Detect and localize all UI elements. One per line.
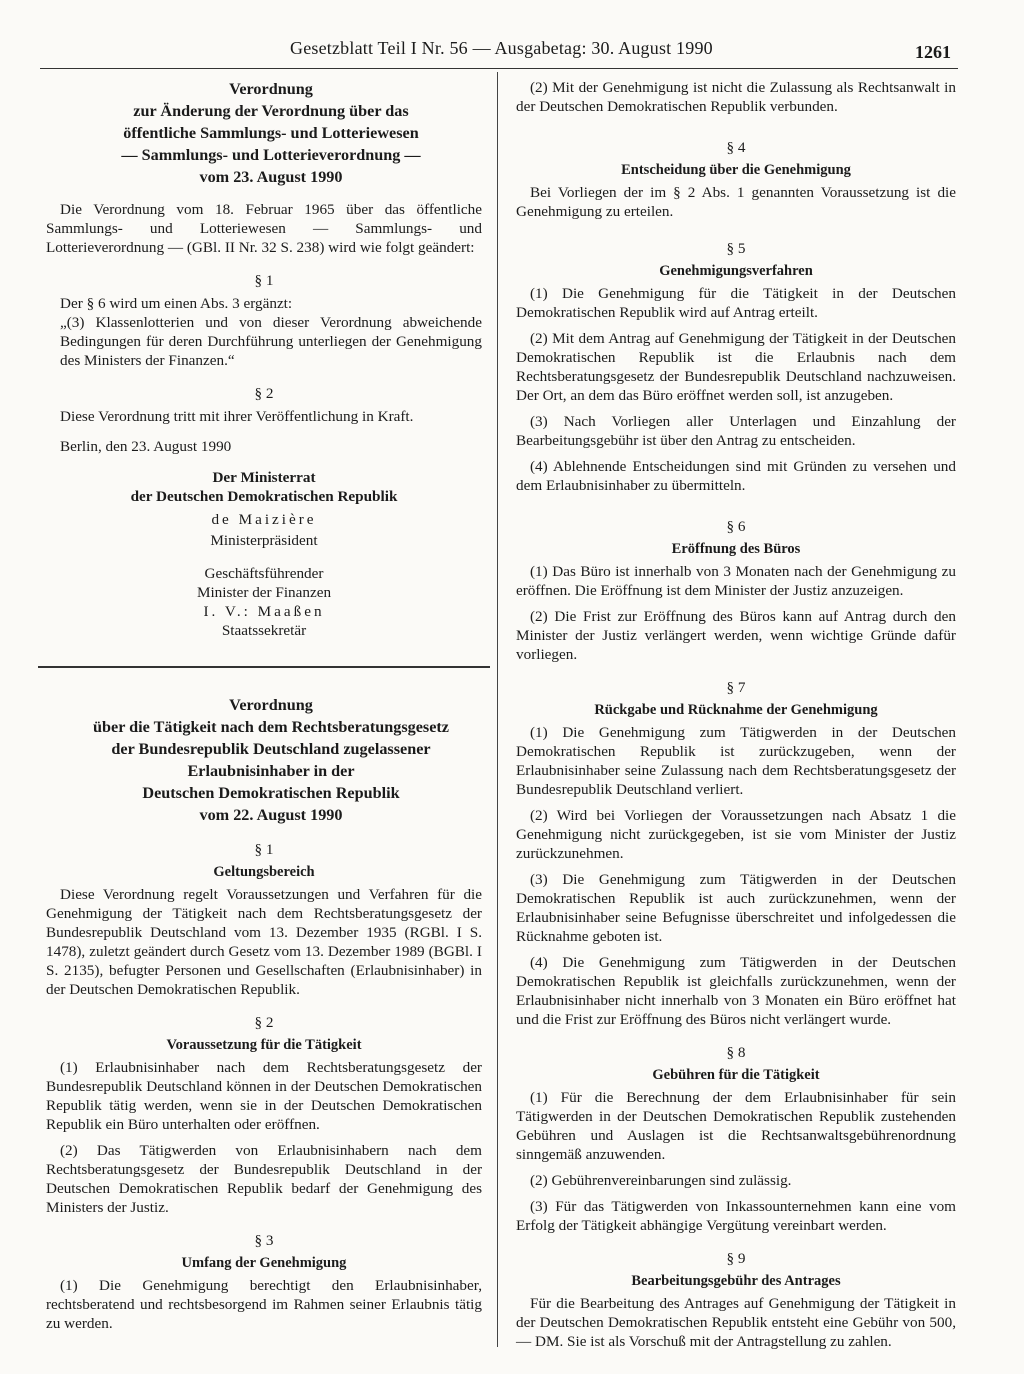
decree2-section-heading: Rückgabe und Rücknahme der Genehmigung (594, 702, 878, 718)
decree2-paragraph: Bei Vorliegen der im § 2 Abs. 1 genannten Voraussetzung ist die Genehmigung zu erteilen. (516, 184, 956, 220)
decree2-paragraph: (4) Ablehnende Entscheidungen sind mit Gründen zu versehen und dem Erlaubnisinhaber zu übermitteln. (516, 458, 956, 494)
decree2-paragraph: (1) Die Genehmigung zum Tätigwerden in der Deutschen Demokratischen Republik ist zurückzugeben, wenn der Erlaubnisinhaber seine Zulassung nach dem Rechtsberatungsgesetz der Bundesrepublik Deutschland verliert. (516, 724, 956, 798)
decree2-section-heading: Gebühren für die Tätigkeit (652, 1067, 820, 1083)
decree1-title-line: öffentliche Sammlungs- und Lotteriewesen (123, 124, 419, 142)
decree1-title (46, 78, 482, 188)
decree1-s1-text: Der § 6 wird um einen Abs. 3 ergänzt: (60, 295, 293, 312)
decree1-title-line: zur Änderung der Verordnung über das (133, 102, 409, 120)
decree2-title-date: vom 22. August 1990 (199, 806, 343, 824)
decree2-section-heading: Bearbeitungsgebühr des Antrages (631, 1273, 841, 1289)
org-line: der Deutschen Demokratischen Republik (130, 488, 398, 505)
decree-separator-rule (38, 666, 490, 668)
decree2-title-line: der Bundesrepublik Deutschland zugelassener (111, 740, 431, 758)
signer-role: Minister der Finanzen (196, 584, 332, 601)
signer-role: Geschäftsführender (204, 565, 324, 582)
decree2-paragraph: Für die Bearbeitung des Antrages auf Genehmigung der Tätigkeit in der Deutschen Demokratischen Republik entsteht eine Gebühr von 500,— DM. Sie ist als Vorschuß mit der Antragstellung zu zahlen. (516, 1295, 956, 1350)
decree2-s1-text: Diese Verordnung regelt Voraussetzungen und Verfahren für die Genehmigung der Tätigkeit nach dem Rechtsberatungsgesetz der Bundesrepublik Deutschland vom 13. Dezember 1935 (RGBl. I S. 1478), zuletzt geändert durch Gesetz vom 13. Dezember 1989 (BGBl. I S. 2135), befugter Personen und Gesellschaften (Erlaubnisinhaber) in der Deutschen Demokratischen Republik. (46, 886, 482, 998)
decree2-section-number: § 4 (726, 139, 746, 156)
decree2-title-line: Erlaubnisinhaber in der (187, 762, 355, 780)
decree2-paragraph: (2) Mit dem Antrag auf Genehmigung der Tätigkeit in der Deutschen Demokratischen Republik ist die Erlaubnis nach dem Rechtsberatungsgesetz der Bundesrepublik Deutschland nachzuweisen. Der Ort, an dem das Büro eröffnet werden soll, ist anzugeben. (516, 330, 956, 404)
decree1-section-number: § 1 (254, 272, 274, 289)
decree2-section-number: § 9 (726, 1250, 746, 1267)
decree2-section-number: § 7 (726, 679, 746, 696)
decree2-paragraph: (1) Erlaubnisinhaber nach dem Rechtsberatungsgesetz der Bundesrepublik Deutschland können in der Deutschen Demokratischen Republik tätig werden, wenn sie in der Deutschen Demokratischen Republik ein Büro unterhalten oder eröffnen. (46, 1059, 482, 1133)
decree2-paragraph: (1) Für die Berechnung der dem Erlaubnisinhaber für sein Tätigwerden in der Deutschen Demokratischen Republik zustehenden Gebühren und Auslagen ist die Rechtsanwaltsgebührenordnung sinngemäß anzuwenden. (516, 1089, 956, 1163)
decree1-s2-text: Diese Verordnung tritt mit ihrer Veröffentlichung in Kraft. (60, 408, 414, 425)
signer-title: Ministerpräsident (210, 532, 318, 549)
decree2-title-line: Verordnung (229, 696, 313, 714)
decree2-paragraph: (3) Nach Vorliegen aller Unterlagen und Einzahlung der Bearbeitungsgebühr ist über den Antrag zu entscheiden. (516, 413, 956, 449)
page-number: 1261 (915, 42, 951, 62)
column-divider (497, 72, 498, 1347)
signer-name: I. V.: Maaßen (203, 603, 325, 620)
decree2-section-number: § 2 (254, 1014, 274, 1031)
decree1-s1-quote: „(3) Klassenlotterien und von dieser Verordnung abweichende Bedingungen für deren Durchführung unterliegen der Genehmigung des Ministers der Finanzen.“ (60, 314, 482, 369)
decree2-section-number: § 3 (254, 1232, 274, 1249)
running-title: Gesetzblatt Teil I Nr. 56 — Ausgabetag: 30. August 1990 (290, 38, 713, 58)
decree2-title-line: Deutschen Demokratischen Republik (142, 784, 400, 802)
decree2-section-heading: Geltungsbereich (213, 864, 315, 880)
org-line: Der Ministerrat (212, 469, 316, 486)
decree2-paragraph: (1) Das Büro ist innerhalb von 3 Monaten nach der Genehmigung zu eröffnen. Die Eröffnung ist dem Minister der Justiz anzuzeigen. (516, 563, 956, 599)
decree2-section-number: § 5 (726, 240, 746, 257)
signer-name: de Maizière (211, 511, 317, 528)
decree2-paragraph: (3) Für das Tätigwerden von Inkassounternehmen kann eine vom Erfolg der Tätigkeit abhängige Vergütung vereinbart werden. (516, 1198, 956, 1234)
decree2-section-heading: Entscheidung über die Genehmigung (621, 162, 851, 178)
decree2-title (46, 694, 482, 826)
left-column (46, 78, 482, 1333)
right-column (516, 78, 956, 1351)
decree1-title-line: Verordnung (229, 80, 313, 98)
decree1-title-line: — Sammlungs- und Lotterieverordnung — (121, 146, 421, 164)
decree2-section-heading: Genehmigungsverfahren (659, 263, 813, 279)
signer-title: Staatssekretär (221, 622, 307, 639)
decree2-paragraph: (2) Wird bei Vorliegen der Voraussetzungen nach Absatz 1 die Genehmigung nicht zurückgegeben, ist sie vom Minister der Justiz zurückzunehmen. (516, 807, 956, 862)
decree2-paragraph: (2) Das Tätigwerden von Erlaubnisinhabern nach dem Rechtsberatungsgesetz der Bundesrepublik Deutschland in der Deutschen Demokratischen Republik bedarf der Genehmigung des Ministers der Justiz. (46, 1142, 482, 1216)
place-date: Berlin, den 23. August 1990 (60, 438, 232, 455)
decree2-paragraph: (1) Die Genehmigung für die Tätigkeit in der Deutschen Demokratischen Republik wird auf Antrag erteilt. (516, 285, 956, 321)
decree1-title-date: vom 23. August 1990 (199, 168, 343, 186)
decree2-paragraph: (4) Die Genehmigung zum Tätigwerden in der Deutschen Demokratischen Republik ist gleichfalls zurückzunehmen, wenn der Erlaubnisinhaber nicht innerhalb von 3 Monaten ein Büro eröffnet hat und die Frist zur Eröffnung des Büros nicht verlängert wurde. (516, 954, 956, 1028)
decree2-paragraph: (2) Mit der Genehmigung ist nicht die Zulassung als Rechtsanwalt in der Deutschen Demokratischen Republik verbunden. (516, 79, 956, 115)
decree2-paragraph: (2) Die Frist zur Eröffnung des Büros kann auf Antrag durch den Minister der Justiz verlängert werden, wenn wichtige Gründe dafür vorliegen. (516, 608, 956, 663)
decree2-section-heading: Voraussetzung für die Tätigkeit (166, 1037, 362, 1053)
decree2-section-number: § 1 (254, 841, 274, 858)
decree2-paragraph: (1) Die Genehmigung berechtigt den Erlaubnisinhaber, rechtsberatend und rechtsbesorgend im Rahmen seiner Erlaubnis tätig zu werden. (46, 1277, 482, 1332)
header-rule (40, 68, 958, 69)
decree2-section-heading: Umfang der Genehmigung (181, 1255, 347, 1271)
signing-organization (46, 468, 482, 506)
decree1-intro: Die Verordnung vom 18. Februar 1965 über das öffentliche Sammlungs- und Lotteriewesen — Sammlungs- und Lotterieverordnung — (GBl. II Nr. 32 S. 238) wird wie folgt geändert: (46, 201, 482, 256)
decree2-section-heading: Eröffnung des Büros (671, 541, 801, 557)
decree1-section-number: § 2 (254, 385, 274, 402)
decree2-paragraph: (3) Die Genehmigung zum Tätigwerden in der Deutschen Demokratischen Republik ist auch zurückzunehmen, wenn der Erlaubnisinhaber seine Befugnisse überschreitet und infolgedessen die Rücknahme geboten ist. (516, 871, 956, 945)
decree2-section-number: § 8 (726, 1044, 746, 1061)
running-header (0, 38, 1024, 66)
decree2-paragraph: (2) Gebührenvereinbarungen sind zulässig. (530, 1172, 792, 1189)
decree2-section-number: § 6 (726, 518, 746, 535)
decree2-title-line: über die Tätigkeit nach dem Rechtsberatungsgesetz (93, 718, 449, 736)
